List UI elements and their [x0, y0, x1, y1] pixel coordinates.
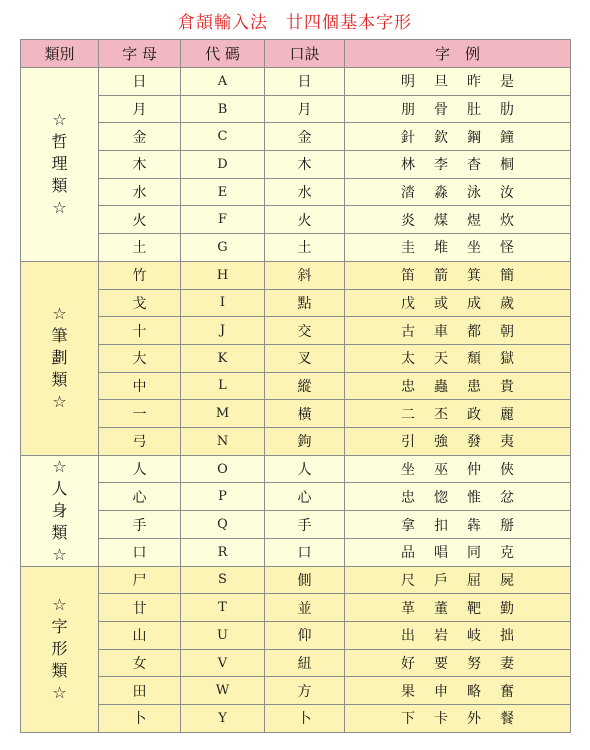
example-char: 肋 [500, 102, 514, 119]
example-char: 好 [401, 656, 415, 673]
example-char: 肚 [467, 102, 481, 119]
examples-cell [345, 400, 571, 428]
table-row [21, 261, 571, 289]
example-char: 泳 [467, 185, 481, 202]
header-letter: 字 母 [99, 40, 181, 68]
example-char: 政 [467, 406, 481, 423]
mnemonic-cell: 縱 [265, 372, 345, 400]
examples-cell [345, 455, 571, 483]
radical-cell: 手 [99, 511, 181, 539]
category-char: 類 [51, 661, 68, 681]
example-char: 朝 [500, 323, 514, 340]
header-mnemonic: 口訣 [265, 40, 345, 68]
category-label [21, 566, 99, 732]
examples-cell [345, 151, 571, 179]
example-char: 同 [467, 545, 481, 562]
example-char: 仲 [467, 462, 481, 478]
code-cell: J [181, 317, 265, 345]
example-char: 岐 [467, 628, 481, 645]
category-char: ☆ [52, 456, 67, 476]
radical-cell: 卜 [99, 705, 181, 733]
examples-cell [345, 95, 571, 123]
radical-cell: 口 [99, 538, 181, 566]
examples-cell [345, 344, 571, 372]
category-char: 類 [51, 522, 68, 542]
example-char: 革 [401, 600, 415, 617]
mnemonic-cell: 水 [265, 178, 345, 206]
example-char: 骨 [434, 102, 448, 119]
example-char: 太 [401, 351, 415, 368]
category-char: ☆ [52, 683, 67, 703]
code-cell: I [181, 289, 265, 317]
table-body [21, 68, 571, 733]
examples-cell [345, 594, 571, 622]
example-char: 靶 [467, 600, 481, 617]
examples-cell [345, 677, 571, 705]
example-char: 蟲 [434, 378, 448, 395]
radical-cell: 木 [99, 151, 181, 179]
example-char: 箕 [467, 268, 481, 285]
code-cell: R [181, 538, 265, 566]
example-char: 餐 [500, 711, 514, 728]
code-cell: F [181, 206, 265, 234]
example-char: 努 [467, 656, 481, 673]
radical-cell: 廿 [99, 594, 181, 622]
example-char: 獄 [500, 351, 514, 368]
table-row [21, 455, 571, 483]
example-char: 屍 [500, 572, 514, 589]
example-char: 拿 [401, 517, 415, 534]
example-char: 忠 [401, 489, 415, 506]
mnemonic-cell: 交 [265, 317, 345, 345]
example-char: 奮 [500, 683, 514, 700]
examples-cell [345, 649, 571, 677]
table-row [21, 400, 571, 428]
code-cell: D [181, 151, 265, 179]
radical-cell: 田 [99, 677, 181, 705]
example-char: 外 [467, 711, 481, 728]
code-cell: B [181, 95, 265, 123]
example-char: 煤 [434, 212, 448, 229]
category-label [21, 455, 99, 566]
radical-cell: 金 [99, 123, 181, 151]
example-char: 明 [401, 74, 415, 91]
table-row [21, 289, 571, 317]
table-row [21, 594, 571, 622]
examples-cell [345, 206, 571, 234]
code-cell: L [181, 372, 265, 400]
example-char: 申 [434, 683, 448, 700]
example-char: 煜 [467, 212, 481, 229]
example-char: 昨 [467, 74, 481, 91]
radical-cell: 尸 [99, 566, 181, 594]
header-code: 代 碼 [181, 40, 265, 68]
radical-cell: 中 [99, 372, 181, 400]
example-char: 拙 [500, 628, 514, 645]
radical-cell: 一 [99, 400, 181, 428]
category-label [21, 261, 99, 455]
mnemonic-cell: 口 [265, 538, 345, 566]
example-char: 笛 [401, 268, 415, 285]
example-char: 頹 [467, 351, 481, 368]
example-char: 略 [467, 683, 481, 700]
table-row [21, 206, 571, 234]
code-cell: C [181, 123, 265, 151]
example-char: 針 [401, 129, 415, 146]
mnemonic-cell: 點 [265, 289, 345, 317]
radical-cell: 人 [99, 455, 181, 483]
example-char: 成 [467, 295, 481, 312]
mnemonic-cell: 人 [265, 455, 345, 483]
radical-cell: 大 [99, 344, 181, 372]
category-char: ☆ [52, 110, 67, 130]
mnemonic-cell: 土 [265, 234, 345, 262]
mnemonic-cell: 叉 [265, 344, 345, 372]
table-row [21, 677, 571, 705]
page-title [0, 8, 590, 33]
table-row [21, 622, 571, 650]
example-char: 犇 [467, 517, 481, 534]
category-char: 哲 [51, 132, 68, 152]
example-char: 朋 [401, 102, 415, 119]
radical-cell: 十 [99, 317, 181, 345]
examples-cell [345, 261, 571, 289]
example-char: 淼 [434, 185, 448, 202]
table-row [21, 234, 571, 262]
mnemonic-cell: 紐 [265, 649, 345, 677]
example-char: 坐 [401, 462, 415, 478]
example-char: 勤 [500, 600, 514, 617]
category-char: 筆 [51, 326, 68, 346]
code-cell: K [181, 344, 265, 372]
table-row [21, 95, 571, 123]
mnemonic-cell: 日 [265, 68, 345, 96]
example-char: 圭 [401, 240, 415, 257]
radical-cell: 土 [99, 234, 181, 262]
category-char: 類 [51, 176, 68, 196]
radical-cell: 水 [99, 178, 181, 206]
example-char: 忠 [401, 378, 415, 395]
examples-cell [345, 538, 571, 566]
category-char: 劃 [51, 348, 68, 368]
header-category: 類別 [21, 40, 99, 68]
examples-cell [345, 178, 571, 206]
category-char: ☆ [52, 198, 67, 218]
mnemonic-cell: 斜 [265, 261, 345, 289]
code-cell: Y [181, 705, 265, 733]
example-char: 董 [434, 600, 448, 617]
table-row [21, 344, 571, 372]
mnemonic-cell: 木 [265, 151, 345, 179]
table-row [21, 511, 571, 539]
code-cell: N [181, 427, 265, 455]
category-char: 身 [51, 500, 68, 520]
mnemonic-cell: 仰 [265, 622, 345, 650]
example-char: 果 [401, 683, 415, 700]
example-char: 涾 [401, 185, 415, 202]
examples-cell [345, 622, 571, 650]
example-char: 品 [401, 545, 415, 562]
example-char: 杳 [467, 157, 481, 174]
example-char: 鐘 [500, 129, 514, 146]
example-char: 貴 [500, 378, 514, 395]
mnemonic-cell: 月 [265, 95, 345, 123]
code-cell: V [181, 649, 265, 677]
mnemonic-cell: 方 [265, 677, 345, 705]
example-char: 旦 [434, 74, 448, 91]
example-char: 發 [467, 434, 481, 451]
example-char: 夷 [500, 434, 514, 451]
title-right: 廿四個基本字形 [286, 13, 412, 33]
radical-cell: 日 [99, 68, 181, 96]
table-row [21, 151, 571, 179]
example-char: 強 [434, 434, 448, 451]
example-char: 天 [434, 351, 448, 368]
example-char: 欽 [434, 129, 448, 146]
example-char: 屈 [467, 572, 481, 589]
category-char: 形 [51, 639, 68, 659]
example-char: 巫 [434, 462, 448, 478]
table-row [21, 178, 571, 206]
example-char: 車 [434, 323, 448, 340]
example-char: 歲 [500, 295, 514, 312]
code-cell: Q [181, 511, 265, 539]
code-cell: W [181, 677, 265, 705]
example-char: 是 [500, 74, 514, 91]
example-char: 岩 [434, 628, 448, 645]
mnemonic-cell: 橫 [265, 400, 345, 428]
examples-cell [345, 123, 571, 151]
category-char: ☆ [52, 392, 67, 412]
category-char: 理 [51, 154, 68, 174]
example-char: 箭 [434, 268, 448, 285]
example-char: 古 [401, 323, 415, 340]
radical-cell: 弓 [99, 427, 181, 455]
example-char: 麗 [500, 406, 514, 423]
examples-cell [345, 483, 571, 511]
code-cell: A [181, 68, 265, 96]
mnemonic-cell: 側 [265, 566, 345, 594]
code-cell: O [181, 455, 265, 483]
code-cell: H [181, 261, 265, 289]
examples-cell [345, 317, 571, 345]
example-char: 俠 [500, 462, 514, 478]
radical-cell: 戈 [99, 289, 181, 317]
radical-cell: 火 [99, 206, 181, 234]
header-row [21, 40, 571, 68]
code-cell: S [181, 566, 265, 594]
mnemonic-cell: 並 [265, 594, 345, 622]
example-char: 戶 [434, 572, 448, 589]
table-row [21, 483, 571, 511]
table-row [21, 427, 571, 455]
example-char: 或 [434, 295, 448, 312]
example-char: 坐 [467, 240, 481, 257]
table-row [21, 68, 571, 96]
radical-cell: 心 [99, 483, 181, 511]
radical-cell: 山 [99, 622, 181, 650]
table-row [21, 317, 571, 345]
category-label [21, 68, 99, 262]
radical-cell: 月 [99, 95, 181, 123]
cangjie-table [20, 39, 571, 733]
example-char: 掰 [500, 517, 514, 534]
code-cell: E [181, 178, 265, 206]
category-char: 類 [51, 370, 68, 390]
example-char: 都 [467, 323, 481, 340]
examples-cell [345, 234, 571, 262]
example-char: 炎 [401, 212, 415, 229]
category-char: ☆ [52, 304, 67, 324]
example-char: 桐 [500, 157, 514, 174]
header-examples: 字 例 [345, 40, 571, 68]
examples-cell [345, 372, 571, 400]
radical-cell: 女 [99, 649, 181, 677]
radical-cell: 竹 [99, 261, 181, 289]
category-char: 人 [51, 478, 68, 498]
example-char: 堆 [434, 240, 448, 257]
example-char: 戊 [401, 295, 415, 312]
example-char: 唱 [434, 545, 448, 562]
example-char: 鋼 [467, 129, 481, 146]
mnemonic-cell: 手 [265, 511, 345, 539]
code-cell: U [181, 622, 265, 650]
example-char: 尺 [401, 572, 415, 589]
example-char: 卡 [434, 711, 448, 728]
examples-cell [345, 566, 571, 594]
code-cell: T [181, 594, 265, 622]
code-cell: M [181, 400, 265, 428]
example-char: 妻 [500, 656, 514, 673]
example-char: 惚 [434, 489, 448, 506]
category-char: 字 [51, 617, 68, 637]
mnemonic-cell: 卜 [265, 705, 345, 733]
title-left: 倉頡輸入法 [178, 13, 268, 33]
example-char: 克 [500, 545, 514, 562]
table-row [21, 566, 571, 594]
examples-cell [345, 427, 571, 455]
table-row [21, 705, 571, 733]
example-char: 要 [434, 656, 448, 673]
example-char: 患 [467, 378, 481, 395]
example-char: 李 [434, 157, 448, 174]
table-row [21, 538, 571, 566]
examples-cell [345, 511, 571, 539]
code-cell: P [181, 483, 265, 511]
example-char: 忿 [500, 489, 514, 506]
examples-cell [345, 705, 571, 733]
example-char: 惟 [467, 489, 481, 506]
examples-cell [345, 68, 571, 96]
example-char: 汝 [500, 185, 514, 202]
mnemonic-cell: 金 [265, 123, 345, 151]
example-char: 怪 [500, 240, 514, 257]
example-char: 二 [401, 406, 415, 423]
example-char: 出 [401, 628, 415, 645]
table-row [21, 649, 571, 677]
category-char: ☆ [52, 595, 67, 615]
example-char: 林 [401, 157, 415, 174]
table-row [21, 372, 571, 400]
mnemonic-cell: 鉤 [265, 427, 345, 455]
example-char: 下 [401, 711, 415, 728]
mnemonic-cell: 心 [265, 483, 345, 511]
examples-cell [345, 289, 571, 317]
category-char: ☆ [52, 544, 67, 564]
example-char: 炊 [500, 212, 514, 229]
table-row [21, 123, 571, 151]
code-cell: G [181, 234, 265, 262]
example-char: 丕 [434, 406, 448, 423]
example-char: 簡 [500, 268, 514, 285]
example-char: 引 [401, 434, 415, 451]
example-char: 扣 [434, 517, 448, 534]
mnemonic-cell: 火 [265, 206, 345, 234]
